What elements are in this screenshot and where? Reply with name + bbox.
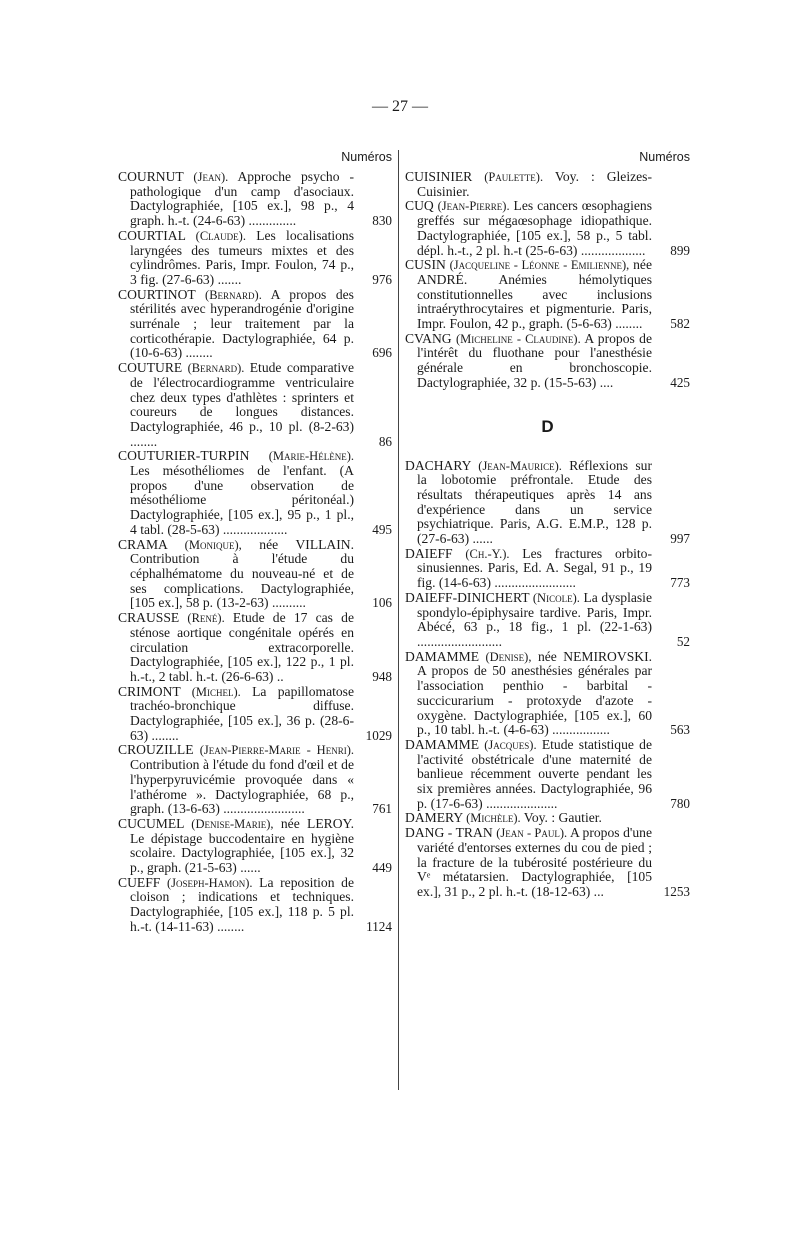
entry-number: 780	[670, 795, 690, 811]
entry-description: Voy. : Gleizes-Cuisinier.	[417, 169, 652, 199]
left-entry-list	[118, 170, 392, 935]
index-entry	[405, 826, 690, 900]
entry-description: Les mésothéliomes de l'enfant. (A propos d'une observation de mésothéliome péritonéal.) Dactylographiée, [105 ex.], 95 p., 1 pl., 4 tabl. (28-5-63) ...................	[130, 463, 354, 537]
entry-author-name: DAIEFF-DINICHERT	[405, 589, 530, 605]
entry-description: née NEMIROVSKI. A propos de 50 anesthésies générales par l'association penthio - barbital - succicurarium - protoxyde d'azote - oxygène. Dactylographiée, [105 ex.], 60 p., 10 tabl. h.-t. (4-6-63) .................	[417, 648, 652, 738]
entry-given-name: (Joseph-Hamon).	[166, 875, 253, 890]
index-entry	[118, 817, 392, 876]
entry-given-name: (Jacques).	[484, 737, 537, 752]
column-header-left: Numéros	[341, 150, 392, 164]
entry-description: Les localisations laryngées des tumeurs mixtes et des cylindrômes. Paris, Impr. Foulon, 74 p., 3 fig. (27-6-63) .......	[130, 227, 355, 287]
index-entry	[405, 738, 690, 812]
entry-description: née ANDRÉ. Anémies hémolytiques constitutionnelles avec inclusions intraérythrocytaires et pigmenturie. Paris, Impr. Foulon, 42 p., graph. (5-6-63) ........	[417, 257, 652, 332]
page-number: — 27 —	[372, 98, 428, 115]
entry-text	[118, 538, 354, 612]
entry-given-name: (René).	[187, 611, 225, 626]
entry-description: née LEROY. Le dépistage buccodentaire en hygiène scolaire. Dactylographiée, [105 ex.], 32 p., graph. (21-5-63) ......	[130, 815, 355, 876]
entry-number: 773	[670, 575, 690, 591]
entry-description: Les fractures orbito-sinusiennes. Paris, Ed. A. Segal, 91 p., 19 fig. (14-6-63) ........................	[417, 545, 652, 591]
index-entry	[118, 288, 392, 362]
right-entry-list-bottom	[405, 459, 690, 900]
entry-author-name: DAMERY	[405, 810, 463, 826]
entry-text	[118, 611, 354, 685]
entry-number: 761	[372, 801, 392, 817]
entry-given-name: (Michèle).	[466, 811, 521, 826]
entry-description: A propos de l'intérêt du fluothane pour l'anesthésie générale en bronchoscopie. Dactylographiée, 32 p. (15-5-63) ....	[417, 330, 652, 390]
entry-author-name: COUTURIER-TURPIN	[118, 448, 250, 464]
entry-number: 449	[372, 860, 392, 876]
entry-description: Etude statistique de l'activité obstétricale d'une maternité de banlieue récemment ouverte pendant les six premières années. Dactylographiée, 96 p. (17-6-63) .....................	[417, 736, 652, 811]
index-entry	[118, 685, 392, 744]
entry-number: 495	[372, 521, 392, 537]
entry-given-name: (Jean-Maurice).	[478, 458, 562, 473]
entry-description: Etude comparative de l'électrocardiogramme ventriculaire chez deux types d'athlètes : sprinters et coureurs de longues distances. Dactylographiée, 46 p., 10 pl. (8-2-63) ........	[130, 360, 354, 449]
entry-number: 86	[378, 433, 392, 449]
entry-author-name: COURTINOT	[118, 286, 196, 302]
entry-number: 948	[372, 668, 392, 684]
entry-number: 1029	[365, 727, 392, 743]
entry-text	[405, 332, 652, 391]
entry-description: Approche psycho - pathologique d'un camp d'asociaux. Dactylographiée, [105 ex.], 98 p., 4 graph. h.-t. (24-6-63) ..............	[130, 169, 354, 229]
entry-author-name: CUQ	[405, 198, 434, 214]
entry-given-name: (Bernard).	[205, 287, 262, 302]
entry-description: Les cancers œsophagiens greffés sur mégaœsophage idiopathique. Dactylographiée, [105 ex.], 58 p., 5 tabl. dépl. h.-t., 2 pl. h.-t (25-6-63) ...................	[417, 198, 652, 258]
entry-given-name: (Paulette).	[484, 170, 544, 184]
entry-number: 976	[372, 271, 392, 287]
index-entry	[405, 591, 690, 650]
entry-author-name: DAIEFF	[405, 545, 453, 561]
section-letter: D	[541, 416, 554, 436]
entry-text	[118, 229, 354, 288]
index-entry	[118, 170, 392, 229]
entry-author-name: CRAMA	[118, 536, 168, 552]
entry-author-name: CUCUMEL	[118, 815, 184, 831]
entry-given-name: (Denise),	[485, 649, 532, 664]
entry-author-name: CVANG	[405, 330, 452, 346]
index-entry	[405, 258, 690, 332]
entry-given-name: (Jacqueline - Léonne - Emilienne),	[449, 258, 630, 273]
entry-text	[405, 738, 652, 812]
entry-author-name: COUTURE	[118, 360, 183, 376]
entry-text	[118, 288, 354, 362]
entry-author-name: DAMAMME	[405, 648, 480, 664]
entry-text	[118, 685, 354, 744]
entry-author-name: COURNUT	[118, 169, 184, 184]
entry-text	[405, 547, 652, 591]
entry-description: Voy. : Gautier.	[523, 810, 602, 826]
entry-text	[405, 650, 652, 738]
entry-given-name: (Ch.-Y.).	[465, 546, 510, 561]
entry-text	[118, 743, 354, 817]
entry-given-name: (Jean-Pierre).	[437, 199, 510, 214]
entry-author-name: CUISINIER	[405, 169, 473, 184]
index-entry	[118, 229, 392, 288]
entry-text	[118, 817, 354, 876]
right-entry-list-top	[405, 170, 690, 391]
entry-description: Réflexions sur la lobotomie préfrontale. Etude des résultats thérapeutiques après 14 ans d'expérience dans un service psychiatrique. Paris, A.G. E.M.P., 128 p. (27-6-63) ......	[417, 457, 652, 547]
entry-author-name: DACHARY	[405, 457, 471, 473]
entry-given-name: (Marie-Hélène).	[268, 449, 354, 464]
entry-author-name: DAMAMME	[405, 736, 480, 752]
entry-description: A propos des stérilités avec hyperandrogénie d'origine surrénale ; leur traitement par la corticothérapie. Dactylographiée, 64 p. (10-6-63) ........	[130, 286, 354, 361]
index-entry	[405, 811, 690, 826]
entry-number: 425	[670, 374, 690, 390]
entry-author-name: DANG - TRAN	[405, 825, 493, 841]
entry-number: 106	[372, 595, 392, 611]
index-entry	[405, 459, 690, 547]
index-entry	[405, 199, 690, 258]
entry-given-name: (Jean - Paul).	[496, 826, 568, 841]
right-column	[405, 150, 690, 900]
entry-description: Contribution à l'étude du fond d'œil et de l'hyperpyruvicémie provoquée dans « l'athérome ». Dactylographiée, 68 p., graph. (13-6-63) ........................	[130, 757, 354, 817]
entry-author-name: COURTIAL	[118, 227, 186, 243]
entry-number: 52	[676, 633, 690, 649]
entry-number: 582	[670, 316, 690, 332]
index-entry	[118, 743, 392, 817]
entry-text	[118, 876, 354, 935]
entry-given-name: (Micheline - Claudine).	[455, 331, 581, 346]
index-entry	[118, 876, 392, 935]
entry-number: 696	[372, 345, 392, 361]
column-header-right: Numéros	[639, 150, 690, 164]
entry-number: 1253	[663, 883, 690, 899]
entry-given-name: (Bernard).	[187, 361, 245, 376]
entry-text	[405, 591, 652, 650]
entry-author-name: CROUZILLE	[118, 742, 194, 758]
entry-description: La dysplasie spondylo-épiphysaire tardive. Paris, Impr. Abécé, 63 p., 18 fig., 1 pl. (22-1-63) .........................	[417, 589, 652, 649]
index-entry	[118, 449, 392, 537]
entry-description: née VILLAIN. Contribution à l'étude du céphalhématome du nouveau-né et de ses complications. Dactylographiée, [105 ex.], 58 p. (13-2-63) ..........	[130, 536, 354, 611]
column-divider	[398, 150, 399, 1090]
index-entry	[405, 170, 690, 199]
entry-number: 997	[670, 531, 690, 547]
entry-text	[405, 258, 652, 332]
index-entry	[118, 361, 392, 449]
entry-text	[405, 170, 652, 199]
entry-text	[405, 826, 652, 900]
entry-given-name: (Jean-Pierre-Marie - Henri).	[199, 743, 354, 758]
entry-text	[118, 449, 354, 537]
entry-given-name: (Denise-Marie),	[191, 816, 274, 831]
entry-number: 830	[372, 213, 392, 229]
entry-text	[118, 170, 354, 229]
entry-description: Etude de 17 cas de sténose aortique congénitale opérés en circulation extracorporelle. Dactylographiée, [105 ex.], 122 p., 1 pl. h.-t., 2 tabl. h.-t. (26-6-63) ..	[130, 610, 354, 684]
entry-number: 899	[670, 242, 690, 258]
index-entry	[405, 650, 690, 738]
entry-description: La reposition de cloison ; indications et techniques. Dactylographiée, [105 ex.], 118 p. 5 pl. h.-t. (14-11-63) ........	[130, 874, 354, 934]
entry-given-name: (Jean).	[193, 170, 229, 184]
left-column	[118, 150, 392, 935]
entry-author-name: CUEFF	[118, 874, 161, 890]
entry-given-name: (Michel).	[191, 684, 241, 699]
entry-number: 563	[670, 722, 690, 738]
index-entry	[405, 547, 690, 591]
index-entry	[118, 611, 392, 685]
entry-given-name: (Nicole).	[532, 590, 580, 605]
entry-text	[405, 199, 652, 258]
index-entry	[405, 332, 690, 391]
entry-number: 1124	[366, 918, 392, 934]
entry-given-name: (Claude).	[195, 228, 246, 243]
entry-text	[118, 361, 354, 449]
entry-author-name: CRIMONT	[118, 683, 181, 699]
entry-text	[405, 459, 652, 547]
index-entry	[118, 538, 392, 612]
entry-author-name: CRAUSSE	[118, 610, 180, 626]
entry-description: La papillomatose trachéo-bronchique diffuse. Dactylographiée, [105 ex.], 36 p. (28-6-63) ........	[130, 683, 354, 743]
entry-author-name: CUSIN	[405, 257, 446, 273]
entry-text	[405, 811, 652, 826]
entry-description: A propos d'une variété d'entorses externes du cou de pied ; la fracture de la tubérosité postérieure du Vᵉ métatarsien. Dactylographiée, [105 ex.], 31 p., 2 pl. h.-t. (18-12-63) ...	[417, 825, 652, 899]
entry-given-name: (Monique),	[184, 537, 242, 552]
